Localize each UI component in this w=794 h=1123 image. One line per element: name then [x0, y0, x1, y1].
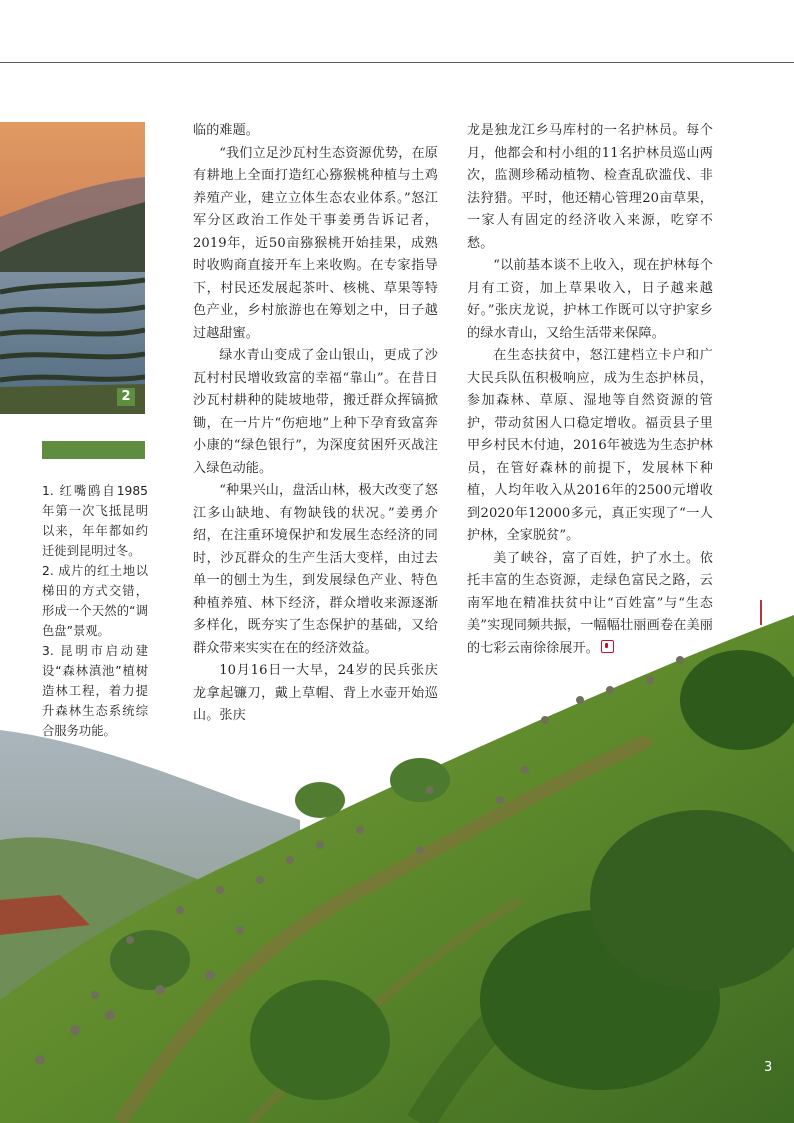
caption-item: 3. 昆明市启动建设“森林滇池”植树造林工程，着力提升森林生态系统综合服务功能。 [42, 644, 148, 738]
article-column-1 [193, 120, 438, 728]
article-end-icon [601, 640, 614, 653]
paragraph-continued: 临的难题。 [193, 123, 259, 138]
photo-number-badge: 2 [117, 388, 135, 406]
paragraph-final-text: 美了峡谷，富了百姓，护了水土。依托丰富的生态资源，走绿色富民之路，云南军地在精准扶贫中让“百姓富”与“生态美”实现同频共振，一幅幅壮丽画卷在美丽的七彩云南徐徐展开。 [467, 550, 713, 656]
caption-item: 1. 红嘴鸥自1985年第一次飞抵昆明以来，年年都如约迁徙到昆明过冬。 [42, 484, 148, 558]
terraced-fields-photo [0, 122, 145, 414]
article-column-2 [467, 120, 713, 660]
page-number: 3 [764, 1060, 773, 1075]
paragraph: 在生态扶贫中，怒江建档立卡户和广大民兵队伍积极响应，成为生态护林员，参加森林、草原、湿地等自然资源的管护，带动贫困人口稳定增收。福贡县子里甲乡村民木付迪，2016年被选为生态护林员，在管好森林的前提下，发展林下种植，人均年收入从2016年的2500元增收到2020年12000多元，真正实现了“一人护林，全家脱贫”。 [467, 348, 713, 543]
paragraph: “我们立足沙瓦村生态资源优势，在原有耕地上全面打造红心猕猴桃种植与土鸡养殖产业，建立立体生态农业体系。”怒江军分区政治工作处干事姜勇告诉记者，2019年，近50亩猕猴桃开始挂果，成熟时收购商直接开车上来收购。在专家指导下，村民还发展起茶叶、核桃、草果等特色产业，乡村旅游也在筹划之中，日子越过越甜蜜。 [193, 145, 438, 341]
caption-header-bar [42, 441, 145, 459]
paragraph-final [467, 548, 713, 661]
paragraph: 10月16日一大早，24岁的民兵张庆龙拿起镰刀，戴上草帽、背上水壶开始巡山。张庆 [193, 663, 438, 723]
paragraph: 绿水青山变成了金山银山，更成了沙瓦村村民增收致富的幸福“靠山”。在昔日沙瓦村耕种的陡坡地带，搬迁群众挥镐掀锄，在一片片“伤疤地”上种下孕育致富奔小康的“绿色银行”，为深度贫困歼灭战注入绿色动能。 [193, 348, 438, 476]
paragraph: “种果兴山，盘活山林，极大改变了怒江多山缺地、有物缺钱的状况。”姜勇介绍，在注重环境保护和发展生态经济的同时，沙瓦群众的生产生活大变样，由过去单一的刨土为生，到发展绿色产业、特色种植养殖、林下经济，群众增收来源逐渐多样化，既夯实了生态保护的基础，又给群众带来实实在在的经济效益。 [193, 483, 438, 656]
terrace-landscape-image [0, 122, 145, 414]
photo-captions [42, 481, 148, 741]
paragraph: “以前基本谈不上收入，现在护林每个月有工资，加上草果收入，日子越来越好。”张庆龙说，护林工作既可以守护家乡的绿水青山，又给生活带来保障。 [467, 258, 713, 341]
caption-item: 2. 成片的红土地以梯田的方式交错，形成一个天然的“调色盘”景观。 [42, 564, 148, 638]
paragraph-continued: 龙是独龙江乡马库村的一名护林员。每个月，他都会和村小组的11名护林员巡山两次，监测珍稀动植物、检查乱砍滥伐、非法狩猎。平时，他还精心管理20亩草果，一家人有固定的经济收入来源，吃穿不愁。 [467, 123, 713, 251]
